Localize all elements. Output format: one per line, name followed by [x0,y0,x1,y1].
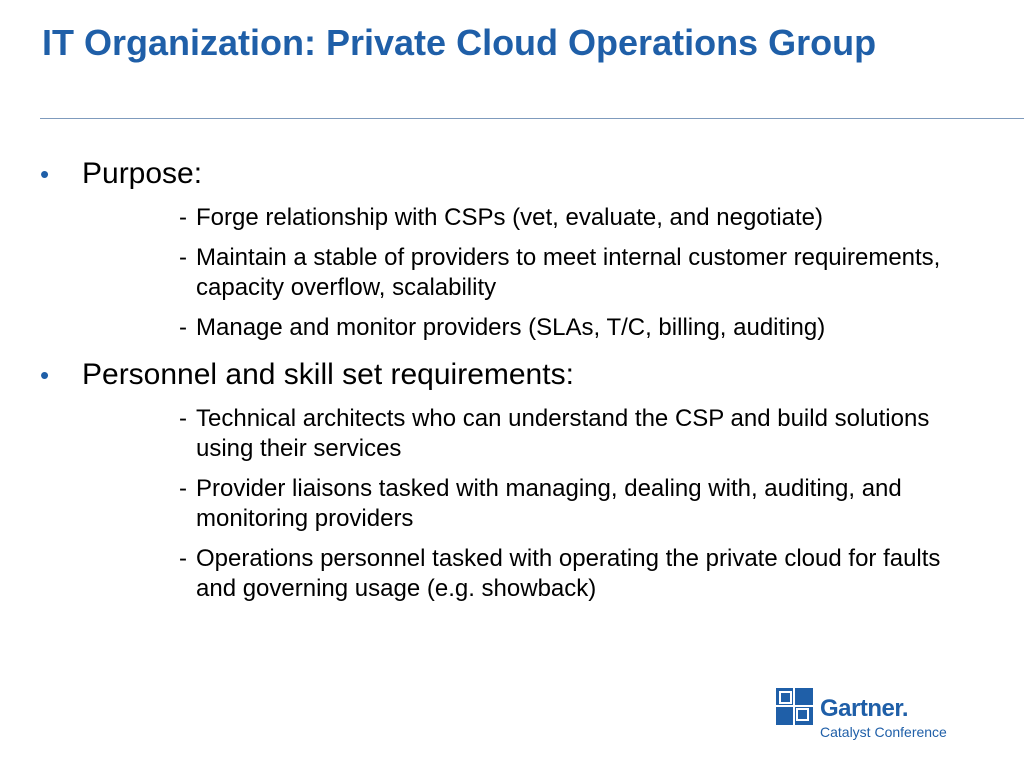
sub-item [82,404,1024,464]
sub-item [82,313,1024,343]
sub-item-text: Manage and monitor providers (SLAs, T/C, billing, auditing) [196,314,826,341]
dash-icon: - [179,314,187,341]
dash-icon: - [179,244,187,271]
sub-item-text: Technical architects who can understand the CSP and build solutions using their services [196,405,930,462]
sub-list [82,404,1024,604]
dash-icon: - [179,405,187,432]
gartner-logo [776,688,996,748]
bullet-item [0,152,1024,343]
slide-body [0,152,1024,652]
sub-item-text: Forge relationship with CSPs (vet, evaluate, and negotiate) [196,204,824,231]
sub-list [82,203,1024,343]
logo-subtitle: Catalyst Conference [820,724,947,740]
sub-item [82,203,1024,233]
sub-item-text: Provider liaisons tasked with managing, dealing with, auditing, and monitoring providers [196,475,902,532]
bullet-text: Purpose: [82,157,203,190]
sub-item [82,243,1024,303]
title-divider [40,118,1024,119]
bullet-icon: • [40,159,50,189]
sub-item-text: Maintain a stable of providers to meet internal customer requirements, capacity overflow, scalability [196,244,941,301]
sub-item [82,474,1024,534]
dash-icon: - [179,475,187,502]
sub-item [82,544,1024,604]
dash-icon: - [179,545,187,572]
bullet-text: Personnel and skill set requirements: [82,358,574,391]
dash-icon: - [179,204,187,231]
bullet-icon: • [40,360,50,390]
sub-item-text: Operations personnel tasked with operating the private cloud for faults and governing usage (e.g. showback) [196,545,941,602]
gartner-logo-icon [776,688,813,725]
slide-title: IT Organization: Private Cloud Operations Group [42,22,877,63]
logo-name: Gartner. [820,695,909,722]
bullet-item [0,353,1024,604]
